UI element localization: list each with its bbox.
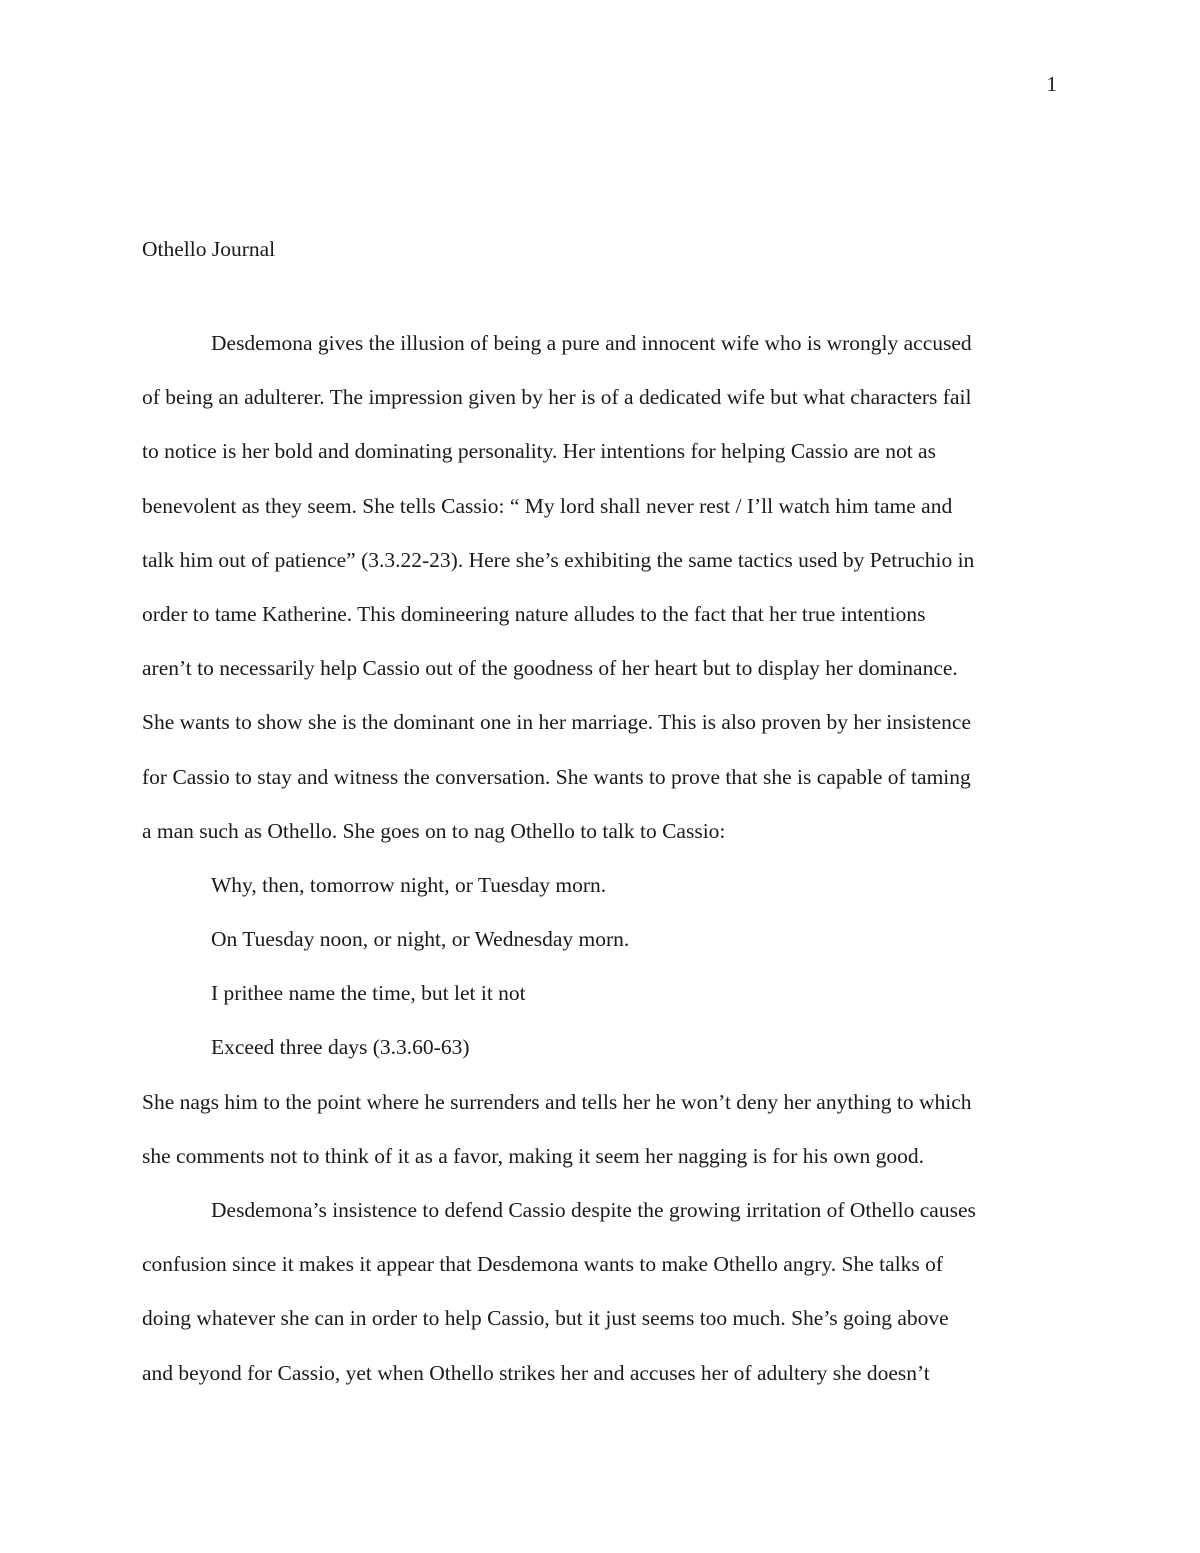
text-line: for Cassio to stay and witness the conversation. She wants to prove that she is capable of taming <box>142 764 971 789</box>
text-line: Why, then, tomorrow night, or Tuesday morn. <box>211 872 607 897</box>
text-line: Desdemona gives the illusion of being a pure and innocent wife who is wrongly accused <box>211 331 972 355</box>
text-line: a man such as Othello. She goes on to nag Othello to talk to Cassio: <box>142 818 726 843</box>
text-line: and beyond for Cassio, yet when Othello strikes her and accuses her of adultery she doesn’t <box>142 1360 930 1385</box>
text-line: Exceed three days (3.3.60-63) <box>211 1035 470 1060</box>
text-line: benevolent as they seem. She tells Cassio: “ My lord shall never rest / I’ll watch him tame and <box>142 493 953 518</box>
text-line: aren’t to necessarily help Cassio out of the goodness of her heart but to display her dominance. <box>142 656 958 681</box>
text-line: talk him out of patience” (3.3.22-23). Here she’s exhibiting the same tactics used by Petruchio in <box>142 547 975 572</box>
text-line: she comments not to think of it as a favor, making it seem her nagging is for his own good. <box>142 1143 924 1168</box>
text-line: of being an adulterer. The impression given by her is of a dedicated wife but what characters fail <box>142 385 972 410</box>
text-line: Desdemona’s insistence to defend Cassio despite the growing irritation of Othello causes <box>211 1198 976 1222</box>
document-title: Othello Journal <box>142 237 276 261</box>
text-line: She nags him to the point where he surrenders and tells her he won’t deny her anything to which <box>142 1089 972 1114</box>
text-line: doing whatever she can in order to help Cassio, but it just seems too much. She’s going above <box>142 1306 949 1331</box>
text-line: On Tuesday noon, or night, or Wednesday morn. <box>211 927 630 952</box>
text-line: to notice is her bold and dominating personality. Her intentions for helping Cassio are not as <box>142 439 936 464</box>
text-line: She wants to show she is the dominant one in her marriage. This is also proven by her insistence <box>142 710 971 735</box>
page-number: 1 <box>1046 72 1057 96</box>
text-line: order to tame Katherine. This domineering nature alludes to the fact that her true intentions <box>142 601 926 626</box>
text-line: confusion since it makes it appear that Desdemona wants to make Othello angry. She talks of <box>142 1252 944 1277</box>
document-body <box>142 329 1062 1413</box>
text-line: I prithee name the time, but let it not <box>211 981 526 1006</box>
